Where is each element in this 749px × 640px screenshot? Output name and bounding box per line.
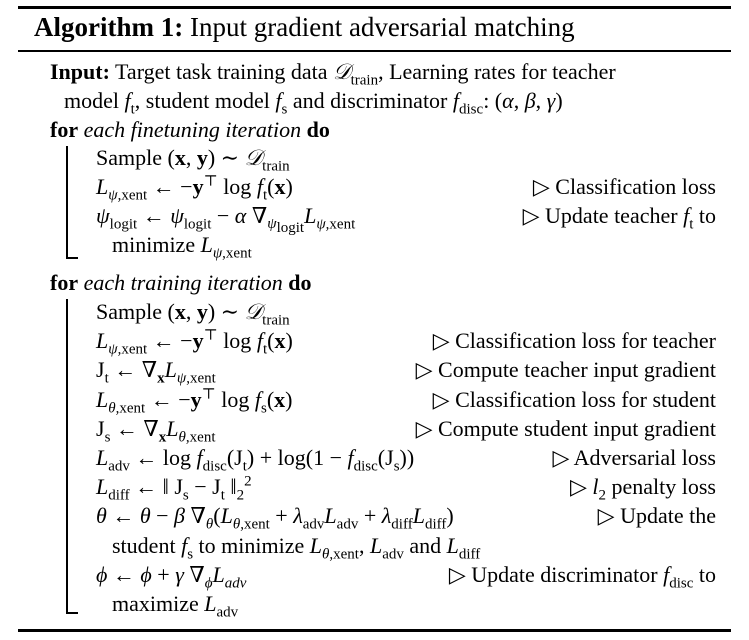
algorithm-number: Algorithm 1: (34, 12, 184, 42)
algorithm-step: $L_{\theta,xent}$ ← −y⊤ $\log f_s(x)$ (96, 386, 293, 416)
step-comment: ▷ Compute student input gradient (415, 415, 716, 441)
algorithm-step: $\psi_{logit}$ ← $\psi_{logit} - \alpha$ $\nabla_{\psi_{logit}}L_{\psi,xent}$ (96, 203, 356, 237)
step-comment: ▷ Classification loss (532, 174, 716, 199)
loop1-header (50, 117, 330, 143)
keyword-for: for (50, 270, 79, 295)
step-comment: ▷ Adversarial loss (552, 445, 716, 470)
input-label: Input: (50, 59, 110, 84)
algorithm-step: minimize $L_{\psi,xent}$ (112, 232, 252, 262)
algorithm-step: Sample (x, y) ∼ 𝒟$_{train}$ (96, 145, 290, 175)
algorithm-step: θ ← θ − β $\nabla_\theta(L_{\theta,xent} + \lambda_{adv}L_{adv} + \lambda_{diff}L_{diff})$ (96, 503, 454, 533)
loop2-condition: each training iteration (83, 270, 283, 295)
step-comment: ▷ Update teacher $f_t$ to (522, 203, 716, 233)
algorithm-title (34, 12, 575, 43)
input-line-2: model $f_t$, student model $f_s$ and discriminator $f_{disc}$: (α, β, γ) (64, 88, 563, 118)
algorithm-step: $J_t$ ← $\nabla_xL_{\psi,xent}$ (96, 357, 216, 387)
algorithm-step: $L_{adv}$ ← $\log f_{disc}(J_t) + \log(1 - f_{disc}(J_s))$ (96, 445, 415, 475)
algorithm-step: student $f_s$ to minimize $L_{\theta,xent}$, $L_{adv}$ and $L_{diff}$ (112, 532, 481, 562)
keyword-do: do (288, 270, 312, 295)
top-rule (18, 6, 731, 9)
step-comment: ▷ Classification loss for teacher (432, 328, 716, 354)
step-comment: ▷ Compute teacher input gradient (415, 357, 716, 383)
algorithm-step: $L_{\psi,xent}$ ← −y⊤ $\log f_t(x)$ (96, 327, 293, 358)
bottom-rule (18, 629, 731, 632)
loop2-header (50, 270, 312, 296)
algorithm-step: Sample (x, y) ∼ 𝒟$_{train}$ (96, 299, 290, 329)
algorithm-step: $L_{diff}$ ← ‖ $J_s - J_t$ $‖_2^2$ (96, 473, 252, 504)
loop1-condition: each finetuning iteration (83, 117, 302, 142)
title-rule (18, 50, 731, 52)
algorithm-step: ϕ ← ϕ + γ $\nabla_\phi L_{adv}$ (96, 561, 247, 592)
keyword-do: do (306, 117, 330, 142)
keyword-for: for (50, 117, 79, 142)
algorithm-step: $L_{\psi,xent}$ ← −y⊤ $\log f_t(x)$ (96, 173, 293, 204)
step-comment: ▷ Update discriminator $f_{disc}$ to (448, 561, 716, 592)
step-comment: ▷ Update the (597, 503, 716, 529)
loop2-scope-bar (66, 299, 68, 613)
loop2-scope-end (66, 612, 78, 614)
loop1-scope-end (66, 257, 78, 259)
algorithm-step: maximize $L_{adv}$ (112, 591, 239, 621)
input-line-1 (50, 59, 616, 89)
step-comment: ▷ $l_2$ penalty loss (569, 474, 716, 504)
algorithm-name: Input gradient adversarial matching (189, 12, 575, 42)
loop1-scope-bar (66, 146, 68, 258)
step-comment: ▷ Classification loss for student (432, 386, 716, 412)
algorithm-step: $J_s$ ← $\nabla_xL_{\theta,xent}$ (96, 415, 216, 446)
input-text-1: Target task training data 𝒟$_{train}$, Learning rates for teacher (115, 59, 616, 89)
